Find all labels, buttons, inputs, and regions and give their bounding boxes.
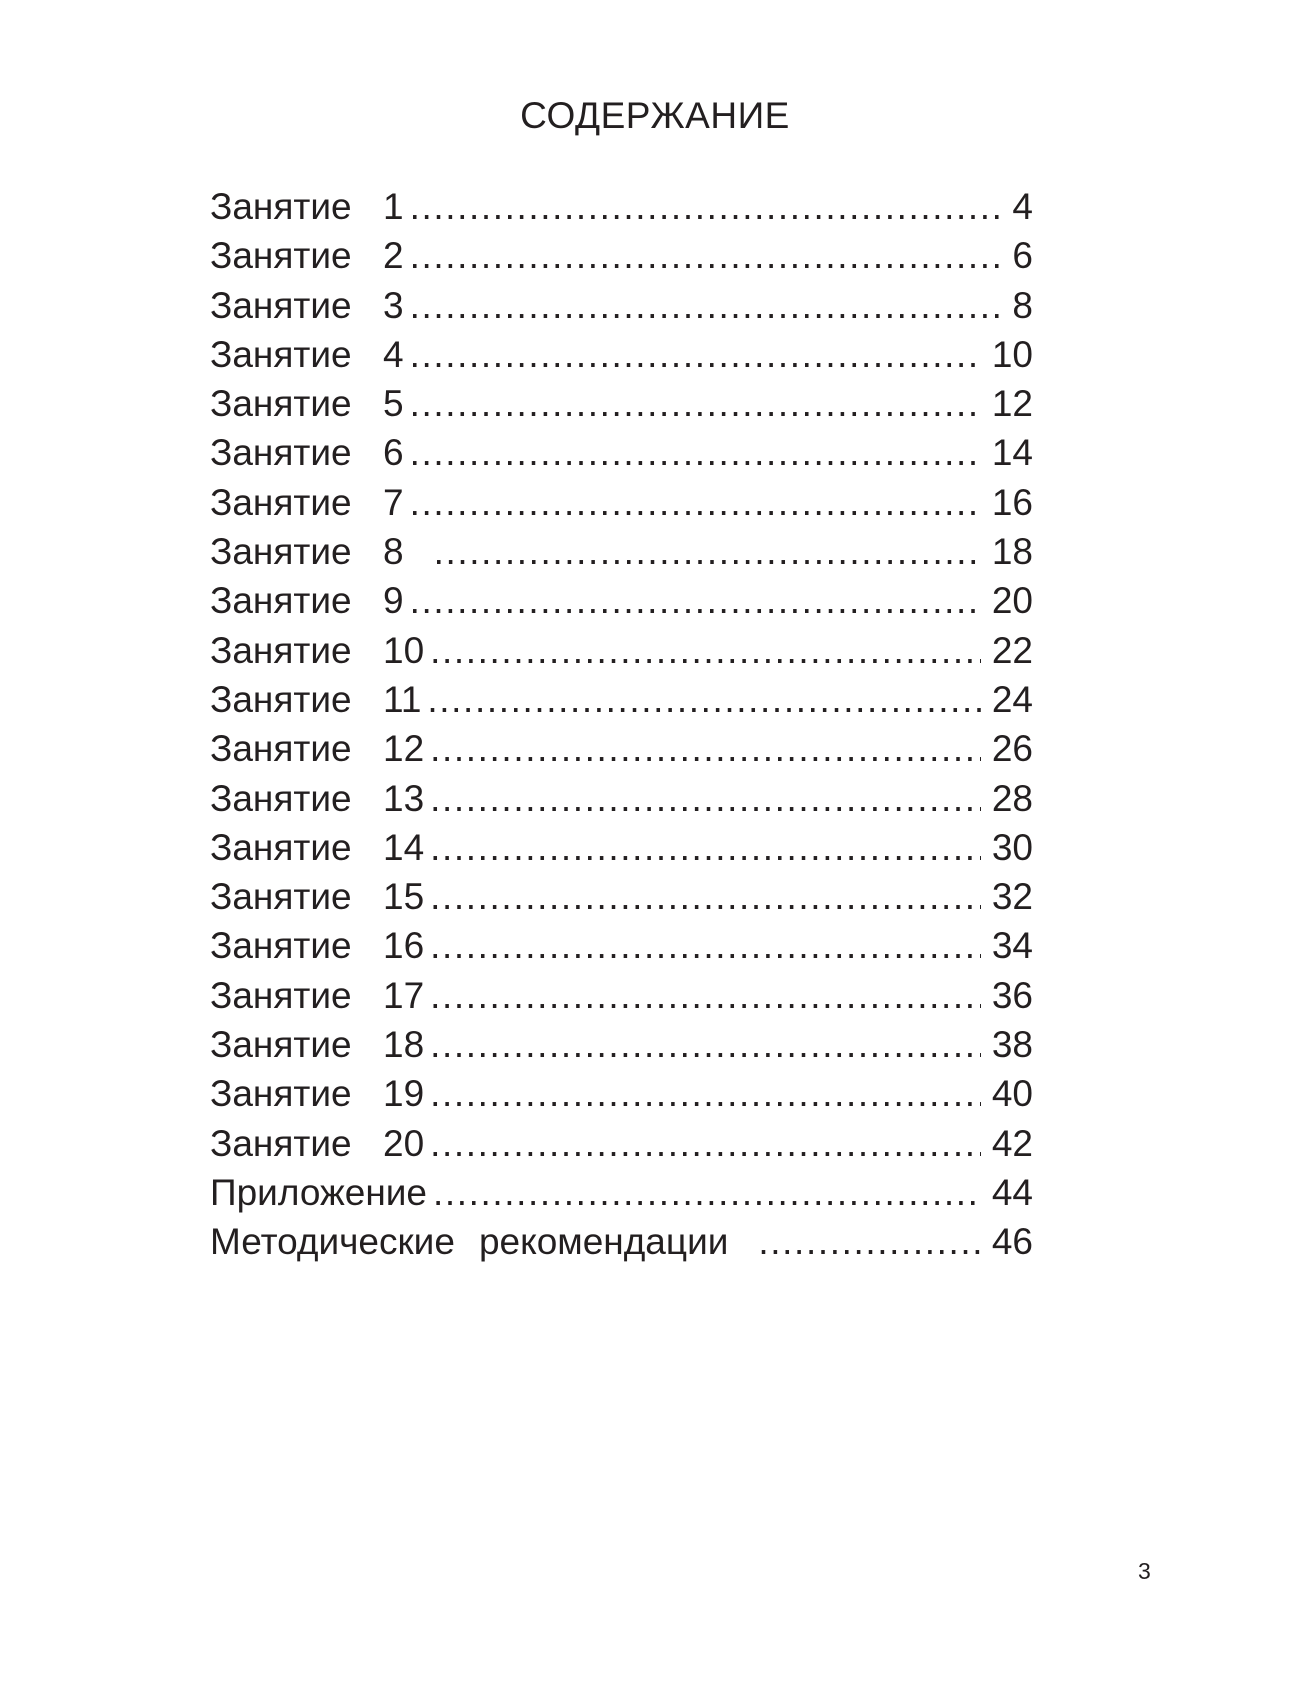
dot-leader bbox=[434, 527, 981, 576]
toc-entry-10 bbox=[210, 626, 1033, 675]
toc-entry-label bbox=[210, 1069, 424, 1118]
toc-entry-label bbox=[210, 379, 404, 428]
dot-leader bbox=[433, 1168, 981, 1217]
dot-leader bbox=[410, 231, 1005, 280]
toc-entry-page: 36 bbox=[991, 974, 1033, 1016]
toc-entry-5 bbox=[210, 379, 1033, 428]
toc-entry-word: Занятие bbox=[210, 531, 352, 573]
toc-entry-word: Занятие bbox=[210, 481, 352, 523]
table-of-contents bbox=[210, 182, 1033, 1267]
toc-entry-14 bbox=[210, 823, 1033, 872]
toc-entry-word: Занятие bbox=[210, 284, 352, 326]
toc-entry-number: 3 bbox=[383, 284, 404, 326]
toc-entry-number: 9 bbox=[383, 580, 404, 622]
toc-entry-page: 42 bbox=[991, 1122, 1033, 1164]
dot-leader bbox=[430, 774, 981, 823]
toc-entry-page: 4 bbox=[1012, 186, 1033, 227]
toc-entry-page: 20 bbox=[991, 580, 1033, 622]
toc-entry-word: Занятие bbox=[210, 925, 352, 967]
toc-entry-number: 16 bbox=[383, 925, 425, 967]
toc-entry-page: 10 bbox=[991, 333, 1033, 375]
toc-entry-15 bbox=[210, 872, 1033, 921]
dot-leader bbox=[410, 379, 981, 428]
toc-entry-number: 14 bbox=[383, 826, 425, 868]
toc-entry-word: Приложение bbox=[210, 1171, 428, 1213]
toc-entry-label bbox=[210, 823, 424, 872]
dot-leader bbox=[758, 1217, 981, 1266]
dot-leader bbox=[410, 182, 1005, 231]
toc-entry-page: 16 bbox=[991, 481, 1033, 523]
toc-entry-label bbox=[210, 1020, 424, 1069]
toc-entry-number: 10 bbox=[383, 629, 425, 671]
toc-entry-label bbox=[210, 971, 424, 1020]
toc-entry-number: 18 bbox=[383, 1024, 425, 1066]
toc-entry-word: Занятие bbox=[210, 186, 352, 227]
toc-entry-page: 38 bbox=[991, 1024, 1033, 1066]
dot-leader bbox=[430, 1119, 981, 1168]
dot-leader bbox=[430, 823, 981, 872]
toc-entry-1 bbox=[210, 182, 1033, 231]
toc-entry-word: Занятие bbox=[210, 383, 352, 425]
toc-entry-number: 5 bbox=[383, 383, 404, 425]
toc-entry-word: Занятие bbox=[210, 1122, 352, 1164]
toc-entry-number: 12 bbox=[383, 728, 425, 770]
toc-entry-word: Занятие bbox=[210, 826, 352, 868]
toc-entry-number: 17 bbox=[383, 974, 425, 1016]
toc-entry-page: 14 bbox=[991, 432, 1033, 474]
toc-entry-label bbox=[210, 281, 404, 330]
toc-entry-4 bbox=[210, 330, 1033, 379]
toc-entry-number: 1 bbox=[383, 186, 404, 227]
toc-entry-page: 22 bbox=[991, 629, 1033, 671]
toc-entry-number: 7 bbox=[383, 481, 404, 523]
toc-entry-16 bbox=[210, 921, 1033, 970]
toc-entry-2 bbox=[210, 231, 1033, 280]
toc-entry-label bbox=[210, 626, 424, 675]
toc-entry-page: 32 bbox=[991, 876, 1033, 918]
toc-entry-word: Занятие bbox=[210, 1024, 352, 1066]
dot-leader bbox=[430, 1069, 981, 1118]
toc-entry-word: Занятие bbox=[210, 974, 352, 1016]
toc-entry-word: Занятие bbox=[210, 432, 352, 474]
toc-entry-12 bbox=[210, 724, 1033, 773]
toc-entry-page: 24 bbox=[991, 678, 1033, 720]
toc-entry-appendix bbox=[210, 1168, 1033, 1217]
dot-leader bbox=[410, 330, 981, 379]
toc-entry-label bbox=[210, 921, 424, 970]
toc-entry-word: Занятие bbox=[210, 777, 352, 819]
toc-entry-label bbox=[210, 428, 404, 477]
toc-entry-label bbox=[210, 576, 404, 625]
dot-leader bbox=[430, 724, 981, 773]
toc-entry-word: Занятие bbox=[210, 235, 352, 277]
toc-entry-20 bbox=[210, 1119, 1033, 1168]
toc-entry-number: 2 bbox=[383, 235, 404, 277]
toc-entry-page: 8 bbox=[1012, 284, 1033, 326]
toc-entry-13 bbox=[210, 774, 1033, 823]
toc-entry-word: Занятие bbox=[210, 333, 352, 375]
toc-entry-19 bbox=[210, 1069, 1033, 1118]
toc-entry-3 bbox=[210, 281, 1033, 330]
toc-entry-label bbox=[210, 724, 424, 773]
dot-leader bbox=[430, 1020, 981, 1069]
toc-entry-number: 4 bbox=[383, 333, 404, 375]
toc-entry-label bbox=[210, 527, 404, 576]
toc-entry-label bbox=[210, 675, 421, 724]
toc-entry-label bbox=[210, 872, 424, 921]
toc-entry-page: 46 bbox=[991, 1221, 1033, 1263]
toc-entry-word: рекомендации bbox=[478, 1221, 729, 1263]
toc-entry-number: 11 bbox=[383, 678, 422, 720]
toc-entry-word: Занятие bbox=[210, 629, 352, 671]
toc-entry-7 bbox=[210, 478, 1033, 527]
dot-leader bbox=[410, 478, 981, 527]
toc-entry-page: 30 bbox=[991, 826, 1033, 868]
toc-entry-label bbox=[210, 1119, 424, 1168]
dot-leader bbox=[410, 576, 981, 625]
toc-entry-11 bbox=[210, 675, 1033, 724]
toc-entry-methods bbox=[210, 1217, 1033, 1266]
toc-entry-9 bbox=[210, 576, 1033, 625]
toc-entry-page: 34 bbox=[991, 925, 1033, 967]
toc-entry-page: 26 bbox=[991, 728, 1033, 770]
page-number: 3 bbox=[1138, 1558, 1151, 1584]
toc-entry-number: 20 bbox=[383, 1122, 425, 1164]
dot-leader bbox=[410, 428, 981, 477]
dot-leader bbox=[410, 281, 1005, 330]
toc-entry-word: Методические bbox=[210, 1221, 455, 1263]
toc-entry-page: 44 bbox=[991, 1171, 1033, 1213]
dot-leader bbox=[430, 971, 981, 1020]
toc-entry-number: 6 bbox=[383, 432, 404, 474]
toc-entry-label bbox=[210, 478, 404, 527]
page-title: СОДЕРЖАНИЕ bbox=[520, 95, 790, 136]
dot-leader bbox=[430, 872, 981, 921]
toc-entry-word: Занятие bbox=[210, 580, 352, 622]
toc-entry-number: 19 bbox=[383, 1073, 425, 1115]
toc-entry-number: 13 bbox=[383, 777, 425, 819]
toc-entry-number: 8 bbox=[383, 531, 404, 573]
toc-entry-label bbox=[210, 1168, 427, 1217]
dot-leader bbox=[427, 675, 981, 724]
toc-entry-label bbox=[210, 231, 404, 280]
dot-leader bbox=[430, 626, 981, 675]
toc-entry-17 bbox=[210, 971, 1033, 1020]
toc-entry-page: 18 bbox=[991, 531, 1033, 573]
toc-entry-page: 6 bbox=[1012, 235, 1033, 277]
toc-entry-page: 28 bbox=[991, 777, 1033, 819]
toc-entry-page: 12 bbox=[991, 383, 1033, 425]
toc-entry-label bbox=[210, 182, 404, 231]
dot-leader bbox=[430, 921, 981, 970]
toc-entry-8 bbox=[210, 527, 1033, 576]
toc-entry-18 bbox=[210, 1020, 1033, 1069]
toc-entry-word: Занятие bbox=[210, 1073, 352, 1115]
toc-entry-word: Занятие bbox=[210, 678, 352, 720]
toc-entry-word: Занятие bbox=[210, 876, 352, 918]
toc-entry-number: 15 bbox=[383, 876, 425, 918]
toc-entry-6 bbox=[210, 428, 1033, 477]
toc-entry-label bbox=[210, 774, 424, 823]
toc-entry-label bbox=[210, 1217, 728, 1266]
toc-entry-word: Занятие bbox=[210, 728, 352, 770]
toc-entry-label bbox=[210, 330, 404, 379]
toc-entry-page: 40 bbox=[991, 1073, 1033, 1115]
